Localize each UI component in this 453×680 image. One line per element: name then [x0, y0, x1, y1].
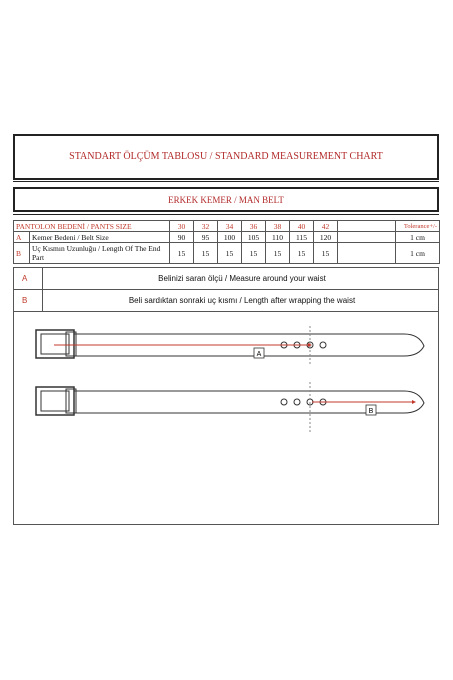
note-text: Beli sardıktan sonraki uç kısmı / Length after wrapping the waist	[128, 296, 356, 305]
note-row-a	[14, 268, 438, 289]
label-b: B	[368, 408, 374, 415]
row-label: Uç Kısmın Uzunluğu / Length Of The End Part	[30, 243, 170, 264]
tolerance-cell: 1 cm	[396, 243, 440, 264]
note-key: A	[22, 274, 28, 283]
table-cell: 15	[194, 243, 218, 264]
tolerance-header: Tolerance+/-	[396, 221, 440, 232]
note-text: Belinizi saran ölçü / Measure around your waist	[158, 274, 326, 283]
belt-hole	[281, 399, 287, 405]
arrow-head	[412, 400, 416, 404]
note-key: B	[22, 296, 28, 305]
empty-cell	[338, 221, 396, 232]
table-cell: 120	[314, 232, 338, 243]
belt-diagram	[13, 311, 439, 525]
table-cell: 90	[170, 232, 194, 243]
size-header-cell: 36	[242, 221, 266, 232]
size-header-cell: 34	[218, 221, 242, 232]
divider	[42, 268, 43, 289]
belt-b-illustration	[36, 382, 424, 432]
table-row	[14, 243, 440, 264]
product-title-box	[13, 187, 439, 212]
size-table	[13, 220, 440, 264]
divider	[13, 214, 439, 215]
belt-a-illustration	[36, 326, 424, 364]
table-cell: 15	[290, 243, 314, 264]
table-cell: 15	[266, 243, 290, 264]
table-cell: 15	[170, 243, 194, 264]
size-header-cell: 38	[266, 221, 290, 232]
table-cell: 110	[266, 232, 290, 243]
pants-size-header: PANTOLON BEDENİ / PANTS SIZE	[14, 221, 170, 232]
size-header-cell: 32	[194, 221, 218, 232]
tolerance-cell: 1 cm	[396, 232, 440, 243]
table-row	[14, 232, 440, 243]
measurement-notes	[13, 267, 439, 312]
size-table-header-row	[14, 221, 440, 232]
empty-cell	[338, 232, 396, 243]
row-key: B	[14, 243, 30, 264]
note-row-b	[14, 289, 438, 311]
buckle-inner	[41, 334, 69, 354]
table-cell: 100	[218, 232, 242, 243]
table-cell: 15	[242, 243, 266, 264]
row-key: A	[14, 232, 30, 243]
table-cell: 95	[194, 232, 218, 243]
row-label: Kemer Bedeni / Belt Size	[30, 232, 170, 243]
belt-hole	[294, 399, 300, 405]
divider	[42, 290, 43, 311]
table-cell: 15	[314, 243, 338, 264]
empty-cell	[338, 243, 396, 264]
belt-diagram-svg	[14, 312, 438, 524]
label-a: A	[256, 351, 262, 358]
size-header-cell: 30	[170, 221, 194, 232]
size-header-cell: 40	[290, 221, 314, 232]
table-cell: 115	[290, 232, 314, 243]
buckle-inner	[41, 391, 69, 411]
chart-title-box	[13, 134, 439, 180]
size-header-cell: 42	[314, 221, 338, 232]
belt-hole	[320, 342, 326, 348]
divider	[13, 181, 439, 182]
table-cell: 15	[218, 243, 242, 264]
chart-title: STANDART ÖLÇÜM TABLOSU / STANDARD MEASUREMENT CHART	[69, 151, 383, 162]
product-title: ERKEK KEMER / MAN BELT	[168, 195, 284, 205]
table-cell: 105	[242, 232, 266, 243]
